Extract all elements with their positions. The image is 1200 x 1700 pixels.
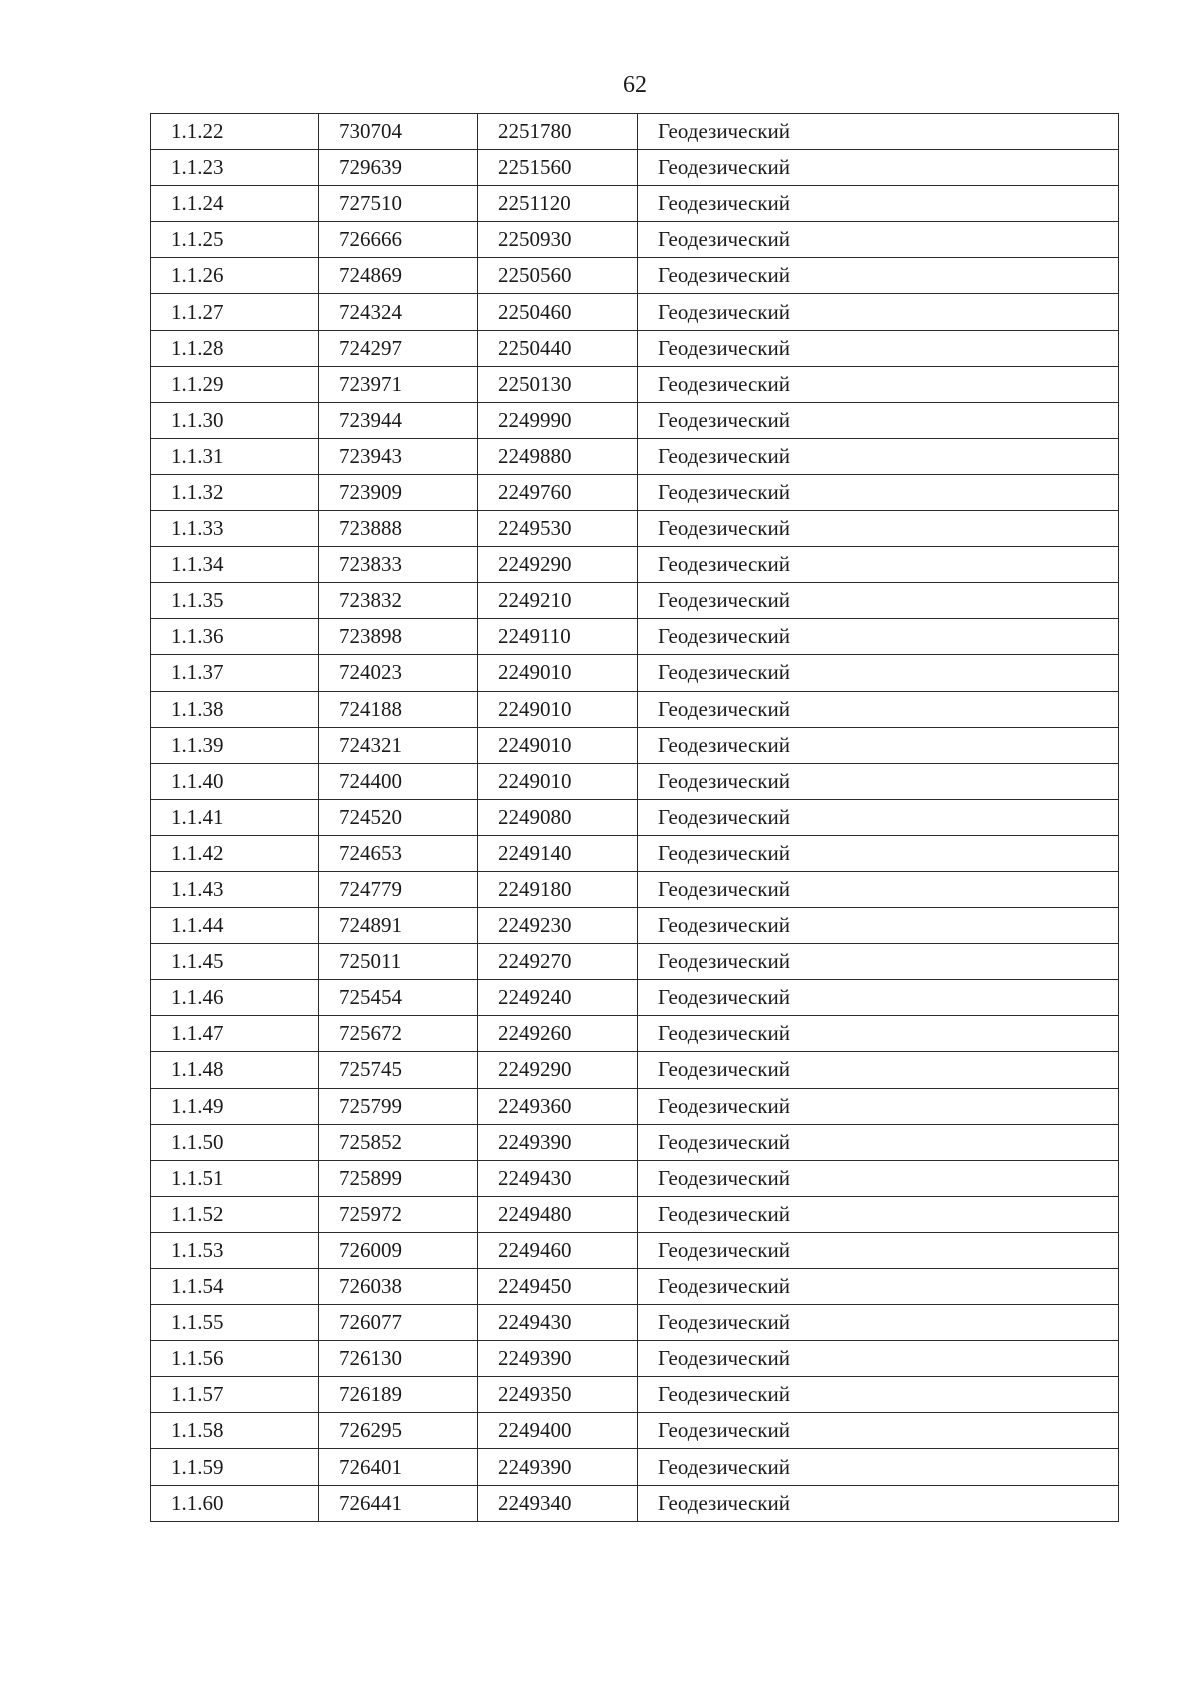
point-number-cell: 1.1.53 (151, 1232, 319, 1268)
x-coordinate-cell: 726038 (319, 1269, 478, 1305)
method-cell: Геодезический (638, 908, 1119, 944)
point-number-cell: 1.1.27 (151, 294, 319, 330)
table-row (151, 150, 1119, 186)
y-coordinate-cell: 2249390 (478, 1124, 638, 1160)
point-number-cell: 1.1.36 (151, 619, 319, 655)
point-number-cell: 1.1.57 (151, 1377, 319, 1413)
point-number-cell: 1.1.24 (151, 186, 319, 222)
table-row (151, 980, 1119, 1016)
table-row (151, 1449, 1119, 1485)
table-row (151, 547, 1119, 583)
point-number-cell: 1.1.43 (151, 871, 319, 907)
y-coordinate-cell: 2249340 (478, 1485, 638, 1521)
method-cell: Геодезический (638, 150, 1119, 186)
point-number-cell: 1.1.31 (151, 438, 319, 474)
x-coordinate-cell: 723833 (319, 547, 478, 583)
method-cell: Геодезический (638, 1485, 1119, 1521)
y-coordinate-cell: 2249460 (478, 1232, 638, 1268)
method-cell: Геодезический (638, 258, 1119, 294)
x-coordinate-cell: 729639 (319, 150, 478, 186)
point-number-cell: 1.1.28 (151, 330, 319, 366)
y-coordinate-cell: 2249760 (478, 474, 638, 510)
table-row (151, 222, 1119, 258)
point-number-cell: 1.1.32 (151, 474, 319, 510)
point-number-cell: 1.1.56 (151, 1341, 319, 1377)
table-row (151, 727, 1119, 763)
point-number-cell: 1.1.49 (151, 1088, 319, 1124)
x-coordinate-cell: 725672 (319, 1016, 478, 1052)
y-coordinate-cell: 2249450 (478, 1269, 638, 1305)
table-row (151, 1052, 1119, 1088)
method-cell: Геодезический (638, 1196, 1119, 1232)
coordinates-table-body (151, 114, 1119, 1522)
y-coordinate-cell: 2249390 (478, 1449, 638, 1485)
point-number-cell: 1.1.42 (151, 835, 319, 871)
x-coordinate-cell: 725745 (319, 1052, 478, 1088)
table-row (151, 258, 1119, 294)
x-coordinate-cell: 723971 (319, 366, 478, 402)
y-coordinate-cell: 2249010 (478, 691, 638, 727)
table-row (151, 799, 1119, 835)
table-row (151, 763, 1119, 799)
table-row (151, 1269, 1119, 1305)
table-row (151, 1016, 1119, 1052)
table-row (151, 1124, 1119, 1160)
y-coordinate-cell: 2249270 (478, 944, 638, 980)
point-number-cell: 1.1.35 (151, 583, 319, 619)
table-row (151, 511, 1119, 547)
table-row (151, 438, 1119, 474)
table-row (151, 1413, 1119, 1449)
y-coordinate-cell: 2249530 (478, 511, 638, 547)
method-cell: Геодезический (638, 114, 1119, 150)
table-row (151, 944, 1119, 980)
table-row (151, 366, 1119, 402)
x-coordinate-cell: 723909 (319, 474, 478, 510)
x-coordinate-cell: 726295 (319, 1413, 478, 1449)
method-cell: Геодезический (638, 1377, 1119, 1413)
y-coordinate-cell: 2249990 (478, 402, 638, 438)
y-coordinate-cell: 2249240 (478, 980, 638, 1016)
point-number-cell: 1.1.34 (151, 547, 319, 583)
y-coordinate-cell: 2249880 (478, 438, 638, 474)
y-coordinate-cell: 2249350 (478, 1377, 638, 1413)
table-row (151, 1088, 1119, 1124)
point-number-cell: 1.1.47 (151, 1016, 319, 1052)
table-row (151, 655, 1119, 691)
point-number-cell: 1.1.39 (151, 727, 319, 763)
x-coordinate-cell: 730704 (319, 114, 478, 150)
point-number-cell: 1.1.54 (151, 1269, 319, 1305)
point-number-cell: 1.1.25 (151, 222, 319, 258)
method-cell: Геодезический (638, 1449, 1119, 1485)
point-number-cell: 1.1.44 (151, 908, 319, 944)
method-cell: Геодезический (638, 438, 1119, 474)
table-row (151, 583, 1119, 619)
y-coordinate-cell: 2250460 (478, 294, 638, 330)
x-coordinate-cell: 724779 (319, 871, 478, 907)
point-number-cell: 1.1.59 (151, 1449, 319, 1485)
method-cell: Геодезический (638, 1160, 1119, 1196)
y-coordinate-cell: 2249080 (478, 799, 638, 835)
y-coordinate-cell: 2249430 (478, 1160, 638, 1196)
method-cell: Геодезический (638, 691, 1119, 727)
point-number-cell: 1.1.48 (151, 1052, 319, 1088)
method-cell: Геодезический (638, 186, 1119, 222)
method-cell: Геодезический (638, 511, 1119, 547)
point-number-cell: 1.1.55 (151, 1305, 319, 1341)
method-cell: Геодезический (638, 980, 1119, 1016)
y-coordinate-cell: 2249390 (478, 1341, 638, 1377)
point-number-cell: 1.1.37 (151, 655, 319, 691)
point-number-cell: 1.1.40 (151, 763, 319, 799)
method-cell: Геодезический (638, 1088, 1119, 1124)
table-row (151, 330, 1119, 366)
x-coordinate-cell: 726189 (319, 1377, 478, 1413)
table-row (151, 1160, 1119, 1196)
table-row (151, 474, 1119, 510)
table-row (151, 402, 1119, 438)
x-coordinate-cell: 723832 (319, 583, 478, 619)
x-coordinate-cell: 723888 (319, 511, 478, 547)
method-cell: Геодезический (638, 474, 1119, 510)
table-row (151, 1232, 1119, 1268)
table-row (151, 1305, 1119, 1341)
x-coordinate-cell: 726130 (319, 1341, 478, 1377)
method-cell: Геодезический (638, 1124, 1119, 1160)
y-coordinate-cell: 2249230 (478, 908, 638, 944)
method-cell: Геодезический (638, 1232, 1119, 1268)
x-coordinate-cell: 724324 (319, 294, 478, 330)
method-cell: Геодезический (638, 1413, 1119, 1449)
point-number-cell: 1.1.41 (151, 799, 319, 835)
x-coordinate-cell: 727510 (319, 186, 478, 222)
x-coordinate-cell: 723943 (319, 438, 478, 474)
y-coordinate-cell: 2250130 (478, 366, 638, 402)
method-cell: Геодезический (638, 1341, 1119, 1377)
table-row (151, 1341, 1119, 1377)
x-coordinate-cell: 725972 (319, 1196, 478, 1232)
page-number: 62 (623, 72, 647, 98)
point-number-cell: 1.1.45 (151, 944, 319, 980)
y-coordinate-cell: 2249360 (478, 1088, 638, 1124)
y-coordinate-cell: 2250930 (478, 222, 638, 258)
x-coordinate-cell: 724321 (319, 727, 478, 763)
y-coordinate-cell: 2249290 (478, 1052, 638, 1088)
point-number-cell: 1.1.30 (151, 402, 319, 438)
method-cell: Геодезический (638, 402, 1119, 438)
table-row (151, 294, 1119, 330)
point-number-cell: 1.1.51 (151, 1160, 319, 1196)
point-number-cell: 1.1.60 (151, 1485, 319, 1521)
table-row (151, 835, 1119, 871)
method-cell: Геодезический (638, 619, 1119, 655)
point-number-cell: 1.1.23 (151, 150, 319, 186)
x-coordinate-cell: 726666 (319, 222, 478, 258)
y-coordinate-cell: 2249010 (478, 655, 638, 691)
method-cell: Геодезический (638, 294, 1119, 330)
y-coordinate-cell: 2249260 (478, 1016, 638, 1052)
point-number-cell: 1.1.46 (151, 980, 319, 1016)
method-cell: Геодезический (638, 799, 1119, 835)
x-coordinate-cell: 726401 (319, 1449, 478, 1485)
table-row (151, 114, 1119, 150)
method-cell: Геодезический (638, 1016, 1119, 1052)
x-coordinate-cell: 723944 (319, 402, 478, 438)
method-cell: Геодезический (638, 763, 1119, 799)
table-row (151, 1485, 1119, 1521)
y-coordinate-cell: 2249480 (478, 1196, 638, 1232)
x-coordinate-cell: 724400 (319, 763, 478, 799)
x-coordinate-cell: 725011 (319, 944, 478, 980)
x-coordinate-cell: 724188 (319, 691, 478, 727)
x-coordinate-cell: 724869 (319, 258, 478, 294)
y-coordinate-cell: 2249010 (478, 763, 638, 799)
point-number-cell: 1.1.29 (151, 366, 319, 402)
x-coordinate-cell: 724520 (319, 799, 478, 835)
x-coordinate-cell: 725799 (319, 1088, 478, 1124)
point-number-cell: 1.1.38 (151, 691, 319, 727)
table-row (151, 186, 1119, 222)
method-cell: Геодезический (638, 583, 1119, 619)
x-coordinate-cell: 726441 (319, 1485, 478, 1521)
x-coordinate-cell: 726077 (319, 1305, 478, 1341)
method-cell: Геодезический (638, 366, 1119, 402)
point-number-cell: 1.1.33 (151, 511, 319, 547)
method-cell: Геодезический (638, 871, 1119, 907)
y-coordinate-cell: 2249140 (478, 835, 638, 871)
method-cell: Геодезический (638, 547, 1119, 583)
point-number-cell: 1.1.58 (151, 1413, 319, 1449)
x-coordinate-cell: 726009 (319, 1232, 478, 1268)
table-row (151, 1377, 1119, 1413)
point-number-cell: 1.1.22 (151, 114, 319, 150)
table-row (151, 908, 1119, 944)
x-coordinate-cell: 724297 (319, 330, 478, 366)
x-coordinate-cell: 725852 (319, 1124, 478, 1160)
point-number-cell: 1.1.52 (151, 1196, 319, 1232)
y-coordinate-cell: 2249110 (478, 619, 638, 655)
method-cell: Геодезический (638, 655, 1119, 691)
y-coordinate-cell: 2249010 (478, 727, 638, 763)
method-cell: Геодезический (638, 944, 1119, 980)
point-number-cell: 1.1.50 (151, 1124, 319, 1160)
x-coordinate-cell: 724023 (319, 655, 478, 691)
table-row (151, 619, 1119, 655)
method-cell: Геодезический (638, 835, 1119, 871)
y-coordinate-cell: 2251780 (478, 114, 638, 150)
method-cell: Геодезический (638, 222, 1119, 258)
y-coordinate-cell: 2249290 (478, 547, 638, 583)
y-coordinate-cell: 2250560 (478, 258, 638, 294)
y-coordinate-cell: 2251120 (478, 186, 638, 222)
y-coordinate-cell: 2249210 (478, 583, 638, 619)
y-coordinate-cell: 2249430 (478, 1305, 638, 1341)
table-row (151, 1196, 1119, 1232)
method-cell: Геодезический (638, 1269, 1119, 1305)
y-coordinate-cell: 2249400 (478, 1413, 638, 1449)
y-coordinate-cell: 2249180 (478, 871, 638, 907)
x-coordinate-cell: 725454 (319, 980, 478, 1016)
x-coordinate-cell: 724891 (319, 908, 478, 944)
method-cell: Геодезический (638, 1052, 1119, 1088)
point-number-cell: 1.1.26 (151, 258, 319, 294)
x-coordinate-cell: 725899 (319, 1160, 478, 1196)
method-cell: Геодезический (638, 727, 1119, 763)
x-coordinate-cell: 723898 (319, 619, 478, 655)
x-coordinate-cell: 724653 (319, 835, 478, 871)
table-row (151, 691, 1119, 727)
method-cell: Геодезический (638, 1305, 1119, 1341)
table-row (151, 871, 1119, 907)
y-coordinate-cell: 2250440 (478, 330, 638, 366)
y-coordinate-cell: 2251560 (478, 150, 638, 186)
method-cell: Геодезический (638, 330, 1119, 366)
coordinates-table (150, 113, 1119, 1522)
